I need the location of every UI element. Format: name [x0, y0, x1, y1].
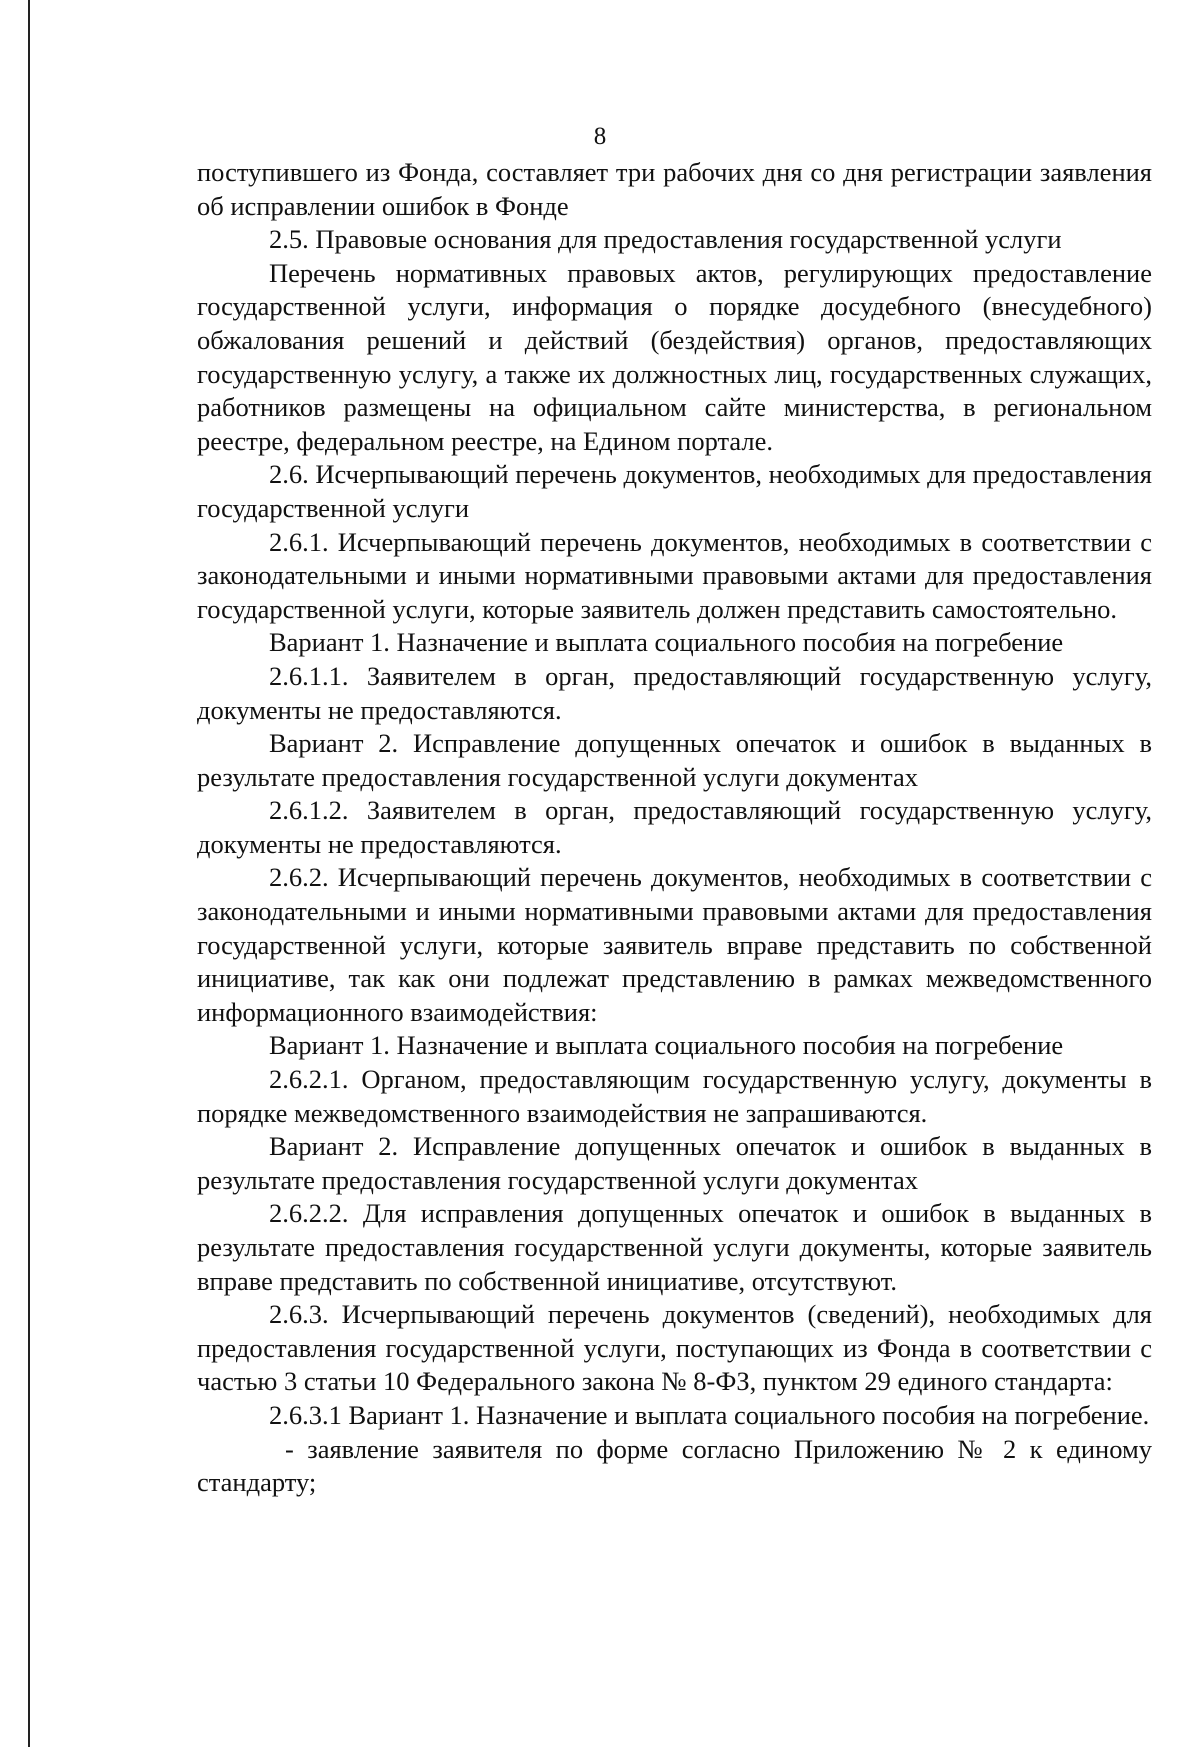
paragraph-2-6-2-1: 2.6.2.1. Органом, предоставляющим государственную услугу, документы в порядке межведомственного взаимодействия не запрашиваются. — [197, 1064, 1152, 1128]
section-heading-2-5: 2.5. Правовые основания для предоставления государственной услуги — [269, 224, 1062, 255]
page-number: 8 — [593, 123, 607, 150]
paragraph-2-6-1: 2.6.1. Исчерпывающий перечень документов, необходимых в соответствии с законодательными и иными нормативными правовыми актами для предоставления государственной услуги, которые заявитель должен представить самостоятельно. — [197, 526, 1152, 624]
section-heading-2-6: 2.6. Исчерпывающий перечень документов, необходимых для предоставления государственной услуги — [197, 459, 1152, 523]
paragraph-2-6-2-2: 2.6.2.2. Для исправления допущенных опечаток и ошибок в выданных в результате предоставления государственной услуги документы, которые заявитель вправе представить по собственной инициативе, отсутствуют. — [197, 1198, 1152, 1296]
paragraph-2-6-1-2: 2.6.1.2. Заявителем в орган, предоставляющий государственную услугу, документы не предоставляются. — [197, 795, 1152, 859]
variant-2-heading: Вариант 2. Исправление допущенных опечаток и ошибок в выданных в результате предоставления государственной услуги документах — [197, 1131, 1152, 1195]
paragraph-legal-acts: Перечень нормативных правовых актов, регулирующих предоставление государственной услуги, информация о порядке досудебного (внесудебного) обжалования решений и действий (бездействия) органов, предоставляющих государственную услугу, а также их должностных лиц, государственных служащих, работников размещены на официальном сайте министерства, в региональном реестре, федеральном реестре, на Едином портале. — [197, 257, 1152, 456]
document-body — [197, 156, 1152, 1500]
paragraph-2-6-3-1: 2.6.3.1 Вариант 1. Назначение и выплата социального пособия на погребение. — [269, 1399, 1150, 1430]
variant-1-heading: Вариант 1. Назначение и выплата социального пособия на погребение — [269, 627, 1064, 658]
paragraph-2-6-1-1: 2.6.1.1. Заявителем в орган, предоставляющий государственную услугу, документы не предоставляются. — [197, 660, 1152, 725]
list-item-application: - заявление заявителя по форме согласно Приложению № 2 к единому стандарту; — [197, 1433, 1152, 1498]
paragraph-2-6-2: 2.6.2. Исчерпывающий перечень документов, необходимых в соответствии с законодательными и иными нормативными правовыми актами для предоставления государственной услуги, которые заявитель вправе представить по собственной инициативе, так как они подлежат представлению в рамках межведомственного информационного взаимодействия: — [197, 862, 1152, 1027]
paragraph-continuation: поступившего из Фонда, составляет три рабочих дня со дня регистрации заявления об исправлении ошибок в Фонде — [197, 157, 1152, 221]
page-edge-rule — [28, 0, 30, 1747]
variant-2-heading: Вариант 2. Исправление допущенных опечаток и ошибок в выданных в результате предоставления государственной услуги документах — [197, 728, 1152, 792]
paragraph-2-6-3: 2.6.3. Исчерпывающий перечень документов (сведений), необходимых для предоставления государственной услуги, поступающих из Фонда в соответствии с частью 3 статьи 10 Федерального закона № 8-ФЗ, пунктом 29 единого стандарта: — [197, 1299, 1152, 1397]
variant-1-heading: Вариант 1. Назначение и выплата социального пособия на погребение — [269, 1030, 1064, 1061]
